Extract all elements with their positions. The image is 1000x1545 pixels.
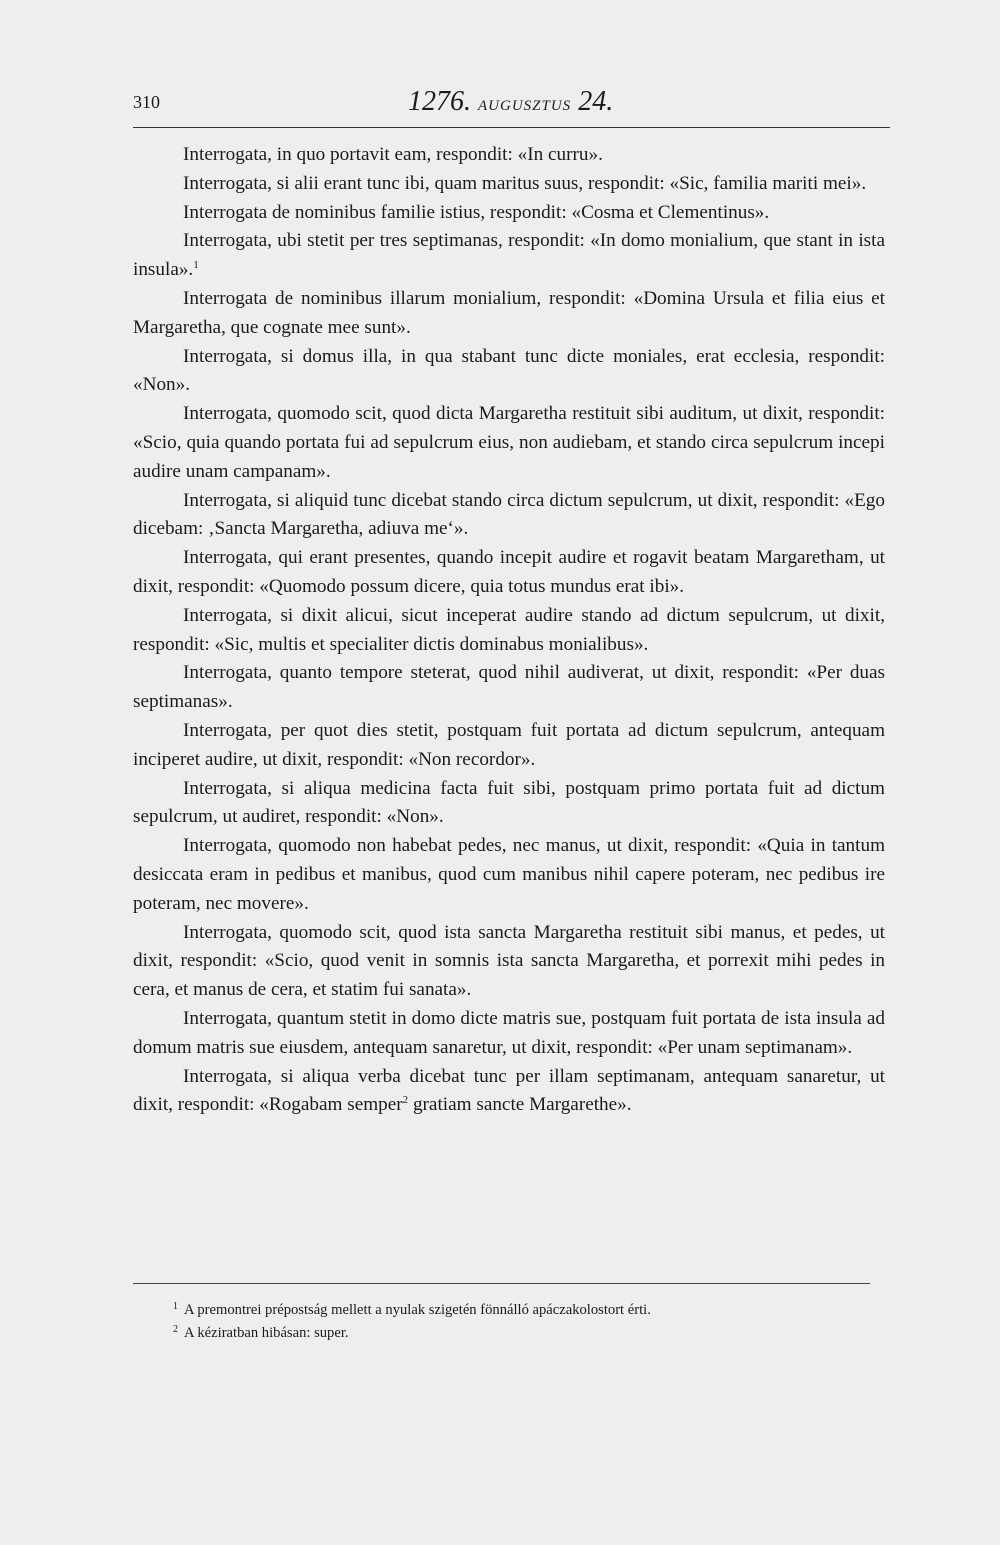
- paragraph: [133, 285, 885, 343]
- paragraph-text-tail: gratiam sancte Margarethe».: [408, 1094, 632, 1116]
- paragraph: [133, 717, 885, 775]
- paragraph-text: Interrogata, si aliqua verba dicebat tunc per illam septimanam, antequam sanaretur, ut dixit, respondit: «Rogabam semper: [133, 1065, 885, 1116]
- paragraph-text: Interrogata de nominibus illarum monialium, respondit: «Domina Ursula et filia eius et Margaretha, que cognate mee sunt».: [133, 287, 885, 338]
- paragraph-text: Interrogata, si dixit alicui, sicut inceperat audire stando ad dictum sepulcrum, ut dixit, respondit: «Sic, multis et specialiter dictis dominabus monialibus».: [133, 604, 885, 655]
- paragraph-text: Interrogata, si aliquid tunc dicebat stando circa dictum sepulcrum, ut dixit, respondit: «Ego dicebam: ‚Sancta Margaretha, adiuva me‘».: [133, 489, 885, 540]
- paragraph: [133, 1063, 885, 1121]
- page-header: [133, 88, 890, 128]
- paragraph-text: Interrogata, quomodo non habebat pedes, nec manus, ut dixit, respondit: «Quia in tantum desiccata eram in pedibus et manibus, quod cum manibus nihil capere poteram, nec pedibus ire poteram, nec movere».: [133, 835, 885, 914]
- paragraph: [133, 544, 885, 602]
- paragraph: [133, 1005, 885, 1063]
- footnote-rule: [133, 1283, 870, 1284]
- paragraph-text: Interrogata, quomodo scit, quod dicta Margaretha restituit sibi auditum, ut dixit, respondit: «Scio, quia quando portata fui ad sepulcrum eius, non audiebam, et stando circa sepulcrum incepi audire unam campanam».: [133, 403, 885, 482]
- paragraph: [133, 227, 885, 285]
- paragraph: [133, 775, 885, 833]
- paragraph-text: Interrogata, si alii erant tunc ibi, quam maritus suus, respondit: «Sic, familia mariti mei».: [183, 172, 867, 194]
- running-title-day: 24.: [578, 86, 614, 117]
- paragraph-text: Interrogata, quomodo scit, quod ista sancta Margaretha restituit sibi manus, et pedes, ut dixit, respondit: «Scio, quod venit in somnis ista sancta Margaretha, et porrexit mihi pedes in cera, et manus de cera, et statim fui sanata».: [133, 921, 885, 1001]
- running-title-year: 1276.: [408, 86, 471, 117]
- footnote-mark: 2: [173, 1324, 178, 1335]
- paragraph: [133, 832, 885, 918]
- paragraph-text: Interrogata, per quot dies stetit, postquam fuit portata ad dictum sepulcrum, antequam inciperet audire, ut dixit, respondit: «Non recordor».: [133, 719, 885, 770]
- paragraph-text: Interrogata de nominibus familie istius, respondit: «Cosma et Clementinus».: [183, 201, 770, 223]
- paragraph: [133, 170, 885, 199]
- footnote: [173, 1297, 873, 1320]
- footnotes: [173, 1297, 873, 1343]
- paragraph-text: Interrogata, in quo portavit eam, respondit: «In curru».: [183, 144, 603, 165]
- paragraph-text: Interrogata, quanto tempore steterat, quod nihil audiverat, ut dixit, respondit: «Per duas septimanas».: [133, 662, 885, 713]
- paragraph: [133, 141, 885, 170]
- page-number: 310: [133, 92, 160, 112]
- paragraph-text: Interrogata, si domus illa, in qua stabant tunc dicte moniales, erat ecclesia, respondit: «Non».: [133, 345, 885, 396]
- footnote-reference[interactable]: 2: [402, 1094, 409, 1107]
- body-text: [133, 141, 885, 1120]
- footnote: [173, 1320, 873, 1343]
- paragraph: [133, 487, 885, 545]
- paragraph-text: Interrogata, quantum stetit in domo dicte matris sue, postquam fuit portata de ista insula ad domum matris sue eiusdem, antequam sanaretur, ut dixit, respondit: «Per unam septimanam».: [133, 1007, 885, 1058]
- paragraph: [133, 602, 885, 660]
- paragraph: [133, 343, 885, 401]
- footnote-reference[interactable]: 1: [193, 259, 199, 272]
- paragraph-text: Interrogata, ubi stetit per tres septimanas, respondit: «In domo monialium, que stant in ista insula».: [133, 230, 885, 281]
- running-title: [408, 86, 613, 118]
- header-rule: [133, 127, 890, 128]
- paragraph-text: Interrogata, qui erant presentes, quando incepit audire et rogavit beatam Margaretham, ut dixit, respondit: «Quomodo possum dicere, quia totus mundus erat ibi».: [133, 547, 885, 597]
- footnote-mark: 1: [173, 1301, 178, 1312]
- footnote-text: A kéziratban hibásan: super.: [184, 1325, 349, 1341]
- running-title-month: AUGUSZTUS: [478, 98, 572, 114]
- paragraph: [133, 919, 885, 1005]
- paragraph: [133, 400, 885, 486]
- footnote-text: A premontrei prépostság mellett a nyulak szigetén fönnálló apáczakolostort érti.: [184, 1302, 651, 1318]
- paragraph-text: Interrogata, si aliqua medicina facta fuit sibi, postquam primo portata fuit ad dictum sepulcrum, ut audiret, respondit: «Non».: [133, 777, 885, 828]
- paragraph: [133, 659, 885, 717]
- paragraph: [133, 199, 885, 228]
